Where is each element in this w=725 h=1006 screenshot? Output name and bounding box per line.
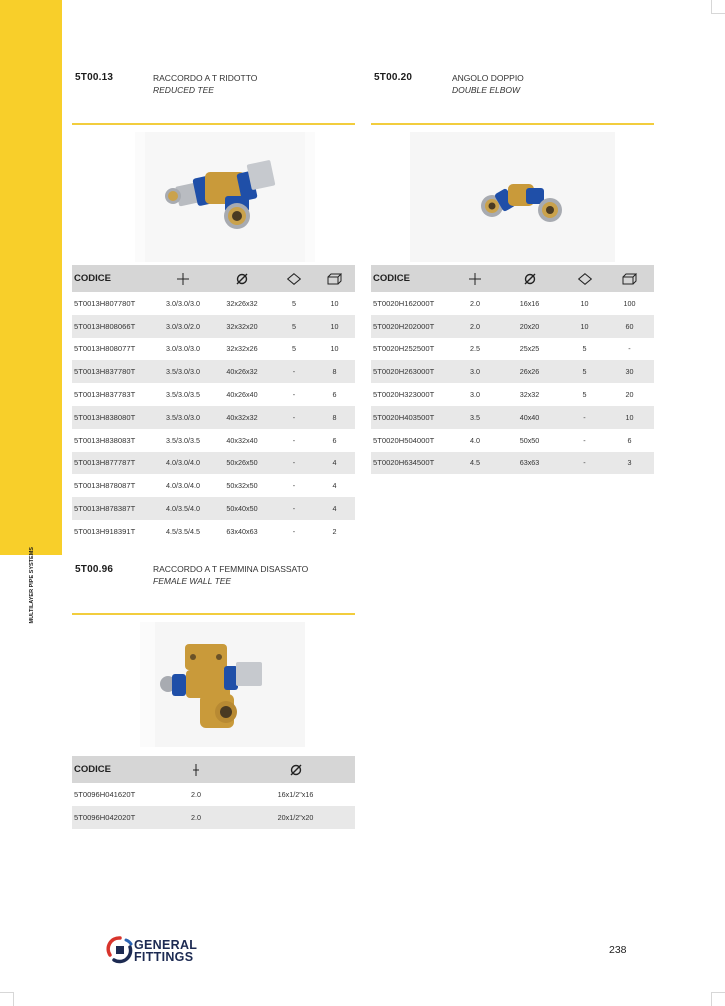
- section-title-it: ANGOLO DOPPIO: [452, 73, 524, 83]
- column-header-codice: CODICE: [371, 265, 455, 292]
- logo-text-general: GENERAL: [134, 938, 198, 952]
- table-cell: 5: [292, 344, 296, 354]
- table-cell: 3.0: [455, 360, 495, 383]
- table-row: [72, 315, 355, 338]
- table-cell: 5: [582, 344, 587, 354]
- table-cell: 50x26x50: [210, 452, 274, 475]
- table-cell: 63x63: [495, 452, 564, 475]
- table-row: [371, 338, 654, 361]
- sidebar-label: [22, 548, 42, 638]
- table-cell: -: [274, 452, 314, 475]
- product-code-cell: 5T0020H403500T: [371, 406, 455, 429]
- table-cell: 10: [330, 344, 339, 354]
- table-cell: 5: [292, 298, 296, 308]
- table-row: [371, 406, 654, 429]
- table-cell: 40x32x40: [226, 435, 258, 445]
- page-number: 238: [609, 944, 627, 956]
- table-row: [72, 474, 355, 497]
- table-cell: 8: [314, 360, 355, 383]
- product-code-cell: 5T0020H252500T: [373, 344, 435, 354]
- table-cell: 3.5/3.0/3.5: [166, 390, 200, 400]
- table-cell: 4.0/3.0/4.0: [156, 452, 210, 475]
- column-header-thickness: [156, 265, 210, 292]
- table-row: [72, 452, 355, 475]
- section-title-it: RACCORDO A T FEMMINA DISASSATO: [153, 564, 309, 574]
- table-cell: 3.0/3.0/3.0: [166, 298, 200, 308]
- table-cell: 50x40x50: [210, 497, 274, 520]
- table-row: [72, 338, 355, 361]
- table-row: [72, 806, 355, 829]
- double-elbow-table: [371, 265, 654, 474]
- logo-text-fittings: FITTINGS: [134, 950, 194, 964]
- thickness-icon: [191, 764, 201, 776]
- diameter-icon: [236, 273, 248, 285]
- table-cell: -: [292, 526, 296, 536]
- product-code-cell: 5T0013H838080T: [72, 406, 156, 429]
- product-code-cell: 5T0013H837780T: [72, 360, 156, 383]
- table-cell: 20x20: [495, 315, 564, 338]
- table-cell: 6: [627, 435, 632, 445]
- section-title-en: FEMALE WALL TEE: [153, 576, 232, 586]
- product-code-cell: 5T0096H041620T: [74, 789, 136, 799]
- section-code: 5T00.96: [75, 564, 114, 575]
- table-row: [72, 520, 355, 543]
- table-cell: 100: [623, 298, 636, 308]
- section-code: 5T00.20: [374, 72, 413, 83]
- table-cell: 32x32: [519, 390, 540, 400]
- sidebar-band: [0, 0, 62, 555]
- table-cell: 25x25: [519, 344, 540, 354]
- product-code-cell: 5T0020H202000T: [371, 315, 455, 338]
- table-cell: 40x32x32: [210, 406, 274, 429]
- box-icon: [622, 273, 637, 285]
- section-title-en: REDUCED TEE: [153, 85, 214, 95]
- crop-mark: [0, 992, 14, 1006]
- table-cell: 50x32x50: [226, 481, 258, 491]
- table-cell: -: [564, 406, 605, 429]
- bag-icon: [578, 273, 592, 285]
- table-cell: 10: [314, 315, 355, 338]
- table-cell: -: [628, 344, 631, 354]
- product-code-cell: 5T0013H877787T: [72, 452, 156, 475]
- product-code-cell: 5T0096H042020T: [72, 806, 156, 829]
- table-cell: 20x1/2"x20: [236, 806, 355, 829]
- thickness-icon: [176, 273, 190, 285]
- column-header-thickness: [455, 265, 495, 292]
- box-icon: [327, 273, 342, 285]
- product-code-cell: 5T0013H878087T: [74, 481, 136, 491]
- table-row: [371, 383, 654, 406]
- table-cell: 4.0/3.0/4.0: [166, 481, 200, 491]
- table-cell: 2: [332, 526, 337, 536]
- table-row: [72, 783, 355, 806]
- product-code-cell: 5T0020H263000T: [371, 360, 455, 383]
- table-cell: 3.5: [455, 406, 495, 429]
- table-row: [371, 360, 654, 383]
- table-cell: 3.5/3.0/3.0: [156, 360, 210, 383]
- table-cell: 10: [580, 298, 589, 308]
- crop-mark: [711, 992, 725, 1006]
- table-cell: 3.5/3.0/3.0: [156, 406, 210, 429]
- section-rule: [72, 613, 355, 615]
- table-cell: -: [274, 406, 314, 429]
- product-code-cell: 5T0020H323000T: [373, 390, 435, 400]
- table-cell: 40x40: [495, 406, 564, 429]
- female-wall-tee-fitting-photo: [140, 622, 305, 747]
- product-code-cell: 5T0013H808077T: [74, 344, 136, 354]
- table-cell: 2.0: [455, 315, 495, 338]
- table-cell: 4: [332, 481, 337, 491]
- diameter-icon: [524, 273, 536, 285]
- table-cell: 16x1/2"x16: [277, 789, 314, 799]
- table-cell: 2.0: [191, 789, 201, 799]
- table-row: [72, 429, 355, 452]
- table-row: [72, 406, 355, 429]
- column-header-bag: [274, 265, 314, 292]
- table-cell: 3.0/3.0/3.0: [166, 344, 200, 354]
- table-cell: 10: [605, 406, 654, 429]
- table-cell: 4.0/3.5/4.0: [156, 497, 210, 520]
- product-code-cell: 5T0020H162000T: [373, 298, 435, 308]
- table-cell: 4: [314, 452, 355, 475]
- column-header-codice: CODICE: [72, 265, 156, 292]
- table-cell: 20: [625, 390, 634, 400]
- column-header-codice: CODICE: [72, 756, 156, 783]
- table-cell: 3: [605, 452, 654, 475]
- table-row: [72, 383, 355, 406]
- table-cell: 5: [564, 360, 605, 383]
- reduced-tee-fitting-photo: [135, 132, 315, 262]
- double-elbow-fitting-photo: [410, 132, 615, 262]
- product-code-cell: 5T0013H807780T: [74, 298, 136, 308]
- table-cell: 32x26x32: [226, 298, 258, 308]
- column-header-diameter: [236, 756, 355, 783]
- table-cell: 2.0: [470, 298, 480, 308]
- table-cell: 3.0/3.0/2.0: [156, 315, 210, 338]
- product-code-cell: 5T0020H504000T: [373, 435, 435, 445]
- table-cell: 5: [274, 315, 314, 338]
- company-logo: [106, 935, 216, 967]
- table-cell: 40x26x32: [210, 360, 274, 383]
- section-title-en: DOUBLE ELBOW: [452, 85, 521, 95]
- column-header-box: [605, 265, 654, 292]
- crop-mark: [711, 0, 725, 14]
- column-header-box: [314, 265, 355, 292]
- table-cell: 40x26x40: [226, 390, 258, 400]
- table-cell: 63x40x63: [226, 526, 258, 536]
- table-cell: 32x32x20: [210, 315, 274, 338]
- table-body: [72, 783, 355, 829]
- section-title-it: RACCORDO A T RIDOTTO: [153, 73, 258, 83]
- table-cell: 4.5/3.5/4.5: [166, 526, 200, 536]
- product-code-cell: 5T0013H838083T: [74, 435, 136, 445]
- table-cell: 10: [564, 315, 605, 338]
- general-fittings-logo-icon: [106, 935, 134, 965]
- thickness-icon: [468, 273, 482, 285]
- table-body: [72, 292, 355, 543]
- table-cell: -: [274, 360, 314, 383]
- column-header-bag: [564, 265, 605, 292]
- table-cell: 26x26: [495, 360, 564, 383]
- table-cell: -: [274, 497, 314, 520]
- table-cell: 6: [332, 435, 337, 445]
- table-cell: 4.5: [455, 452, 495, 475]
- table-cell: 50x50: [519, 435, 540, 445]
- table-cell: -: [583, 435, 586, 445]
- table-cell: 16x16: [519, 298, 540, 308]
- sidebar-label-text: MULTILAYER PIPE SYSTEMS: [28, 547, 35, 624]
- section-rule: [371, 123, 654, 125]
- table-cell: 3.0: [470, 390, 480, 400]
- column-header-diameter: [210, 265, 274, 292]
- section-code: 5T00.13: [75, 72, 114, 83]
- table-cell: 60: [605, 315, 654, 338]
- table-cell: -: [292, 481, 296, 491]
- product-code-cell: 5T0013H878387T: [72, 497, 156, 520]
- table-cell: 8: [314, 406, 355, 429]
- table-cell: 4.0: [470, 435, 480, 445]
- section-rule: [72, 123, 355, 125]
- table-cell: 32x32x26: [226, 344, 258, 354]
- table-row: [371, 292, 654, 315]
- table-cell: -: [292, 435, 296, 445]
- table-cell: 4: [314, 497, 355, 520]
- table-cell: 10: [330, 298, 339, 308]
- table-row: [371, 429, 654, 452]
- diameter-icon: [290, 764, 302, 776]
- table-cell: -: [292, 390, 296, 400]
- table-row: [371, 315, 654, 338]
- table-cell: 6: [332, 390, 337, 400]
- table-row: [72, 497, 355, 520]
- table-cell: 3.5/3.0/3.5: [166, 435, 200, 445]
- product-code-cell: 5T0013H808066T: [72, 315, 156, 338]
- bag-icon: [287, 273, 301, 285]
- table-row: [72, 292, 355, 315]
- table-cell: 30: [605, 360, 654, 383]
- table-cell: 2.0: [156, 806, 236, 829]
- column-header-diameter: [495, 265, 564, 292]
- table-row: [371, 452, 654, 475]
- table-cell: -: [564, 452, 605, 475]
- table-row: [72, 360, 355, 383]
- column-header-thickness: [156, 756, 236, 783]
- female-wall-tee-table: [72, 756, 355, 829]
- table-cell: 2.5: [470, 344, 480, 354]
- product-code-cell: 5T0013H837783T: [74, 390, 136, 400]
- table-cell: 5: [582, 390, 587, 400]
- reduced-tee-table: [72, 265, 355, 543]
- product-code-cell: 5T0013H918391T: [74, 526, 136, 536]
- table-body: [371, 292, 654, 474]
- product-code-cell: 5T0020H634500T: [371, 452, 455, 475]
